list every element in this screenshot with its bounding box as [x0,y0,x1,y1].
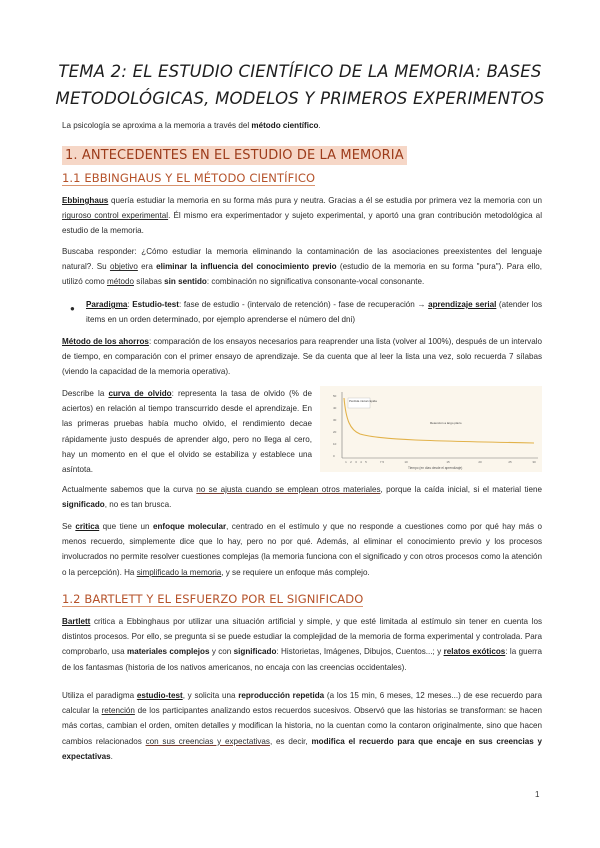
x-axis-label: Tiempo (en días desde el aprendizaje) [408,466,463,470]
text: Buscaba responder: ¿Cómo estudiar la memoria eliminando la contaminación de las asociaciones preexistentes del lenguaje natural?. Su [62,247,542,272]
underlined-text: retención [101,706,135,716]
text: . Él mismo era experimentador y sujeto experimental, y aportó una gran contribución metodológica al estudio de la memoria. [62,211,542,236]
text: : representa la tasa de olvido (% de aciertos) en relación al tiempo transcurrido desde el aprendizaje. En las primeras pruebas había mucho olvido, el rendimiento decae rápidamente justo después de aprender algo, pero no llega al cero, hay un momento en el que el olvido se estabiliza y establece una asíntota. [62,389,313,475]
page-number: 1 [535,790,540,799]
text: : la guerra de los fantasmas (historia de los nativos americanos, no encaja con las creencias occidentales). [62,647,542,672]
text: que tiene un [99,522,153,531]
x-tick-label: 30 [532,460,536,464]
paragraph-repeated-reproduction [62,688,542,764]
y-tick-label: 50 [333,394,337,398]
bold-text: método científico [251,121,319,130]
text: : [127,300,133,309]
bold-text: reproducción repetida [238,691,325,700]
text: , y solicita una [182,691,239,700]
y-tick-label: 10 [333,442,337,446]
text: (estudio de la memoria en su forma "pura"). Para ello, utilizó como [62,262,543,287]
bold-text: relatos exóticos [443,647,506,657]
heading-text: 1.2 BARTLETT Y EL ESFUERZO POR EL SIGNIFICADO [62,592,364,606]
y-tick-label: 0 [333,454,335,458]
underlined-text: riguroso control experimental [62,211,169,221]
text: : Historietas, Imágenes, Dibujos, Cuentos...; y [276,647,444,657]
x-tick-label: 3 [355,460,357,464]
intro-paragraph [62,118,542,133]
x-tick-label: 10 [404,460,408,464]
bold-text: sin sentido [164,277,207,287]
text: quería estudiar la memoria en su forma más pura y neutra. Gracias a él se estudia por primera vez la memoria con un [108,196,542,205]
x-tick-label: 20 [478,460,482,464]
paragraph-ebbinghaus [62,193,542,239]
paragraph-objective [62,244,542,290]
forgetting-curve-figure [320,386,542,472]
text: , porque la caída inicial, si el material tiene [380,485,543,494]
text: de los participantes analizando estos recuerdos sucesivos. Observó que las historias se transforman: se hacen más cortas, cambian el orden, omiten detalles y modifican la historia, no la cuentan como la contaron originalmente, sino que hacen cambios relacionados [62,706,543,746]
x-tick-label: 1 [345,460,347,464]
annotation-long-term: Retención a largo plazo [430,421,462,425]
text: : combinación no significativa consonante-vocal consonante. [206,277,425,287]
y-tick-label: 30 [333,418,337,422]
paragraph-current-knowledge [62,482,542,512]
text: critica a Ebbinghaus por utilizar una situación artificial y simple, y que esté limitada al estímulo sin tener en cuenta los distintos procesos. Por ello, se pregunta si se puede estudiar la complejidad de la memoria de forma experimental y controlada. Para comprobarlo, usa [62,617,542,657]
bold-text: Método de los ahorros [62,337,149,346]
bold-text: Bartlett [62,617,91,626]
paragraph-forgetting-curve [62,386,312,477]
bold-text: materiales complejos [127,647,210,657]
text: Se [62,522,76,531]
bold-text: critica [75,522,100,531]
text: , centrado en el estímulo y que no responde a cuestiones como por qué hay más o menos recuerdo, simplemente dice que lo hay, pero no por qué. Además, al eliminar el conocimiento previo y los procesos involucrados no permite resolver cuestiones complejas (la memoria funciona con el significado y con otros procesos como la atención o la percepción). Ha [62,522,542,577]
underlined-text: simplificado la memoria [136,567,222,577]
text: y con [209,647,234,657]
title-line-2: METODOLÓGICAS, MODELOS Y PRIMEROS EXPERIMENTOS [55,89,545,108]
x-tick-label: 2 [350,460,352,464]
title-line-1: TEMA 2: EL ESTUDIO CIENTÍFICO DE LA MEMORIA: BASES [58,62,542,81]
paragraph-critique [62,519,542,580]
bold-text: significado [233,647,277,657]
text: Utiliza el paradigma [62,691,137,700]
y-tick-label: 20 [333,430,337,434]
text: Describe la [62,389,109,398]
underlined-text: con sus creencias y expectativas [145,736,270,746]
text: sílabas [133,277,165,287]
bullet-dot: ● [70,304,75,313]
subsection-heading-1-2 [62,591,363,607]
bold-text: aprendizaje serial [428,300,497,309]
text: : fase de estudio - (intervalo de retención) - fase de recuperación → [179,300,429,309]
text: La psicología se aproxima a la memoria a través del [62,121,252,130]
x-tick-label: 5 [365,460,367,464]
x-tick-label: 7.5 [379,460,385,464]
text: . [318,121,321,130]
bold-text: eliminar la influencia del conocimiento previo [156,262,337,272]
text: Actualmente sabemos que la curva [62,485,197,494]
x-tick-label: 25 [508,460,512,464]
text: (atender los items en un orden determinado, por ejemplo aprenderse el número del dni) [86,300,542,325]
y-tick-label: 40 [333,406,337,410]
bold-text: Ebbinghaus [62,196,109,205]
text: , y se requiere un enfoque más complejo. [221,567,370,577]
annotation-initial-loss: Pérdida inicial rápida [349,399,377,403]
x-tick-label: 4 [360,460,362,464]
text: , no es tan brusca. [104,500,172,510]
text: , es decir, [269,736,312,746]
bold-text: modifica el recuerdo para que encaje en sus creencias y expectativas [62,736,542,761]
bullet-paradigm [86,297,542,327]
subsection-heading-1-1 [62,170,315,186]
bold-text: estudio-test [136,691,183,700]
text: : comparación de los ensayos necesarios para reaprender una lista (volver al 100%), después de un intervalo de tiempo, en comparación con el primer ensayo de aprendizaje. Se da cuenta que al leer la lista una vez, solo recuerda 7 sílabas (viendo la capacidad de la memoria operativa). [62,337,542,377]
text: . [110,751,113,761]
text: era [137,262,157,272]
paragraph-savings-method [62,334,542,380]
heading-text: 1.1 EBBINGHAUS Y EL MÉTODO CIENTÍFICO [62,171,316,185]
paragraph-bartlett [62,614,542,675]
text: (a los 15 min, 6 meses, 12 meses...) de ese recuerdo para calcular la [62,691,542,716]
bold-text: significado [62,500,105,510]
bold-text: Estudio-test [132,300,179,309]
bold-text: Paradigma [86,300,128,309]
underlined-text: objetivo [109,262,138,272]
x-tick-label: 15 [446,460,450,464]
underlined-text: no se ajusta cuando se emplean otros materiales [196,485,381,494]
page-title [40,58,560,112]
bold-text: curva de olvido [108,389,172,398]
section-heading-1: 1. ANTECEDENTES EN EL ESTUDIO DE LA MEMORIA [62,146,407,165]
bold-text: enfoque molecular [152,522,227,531]
underlined-text: método [106,277,134,287]
